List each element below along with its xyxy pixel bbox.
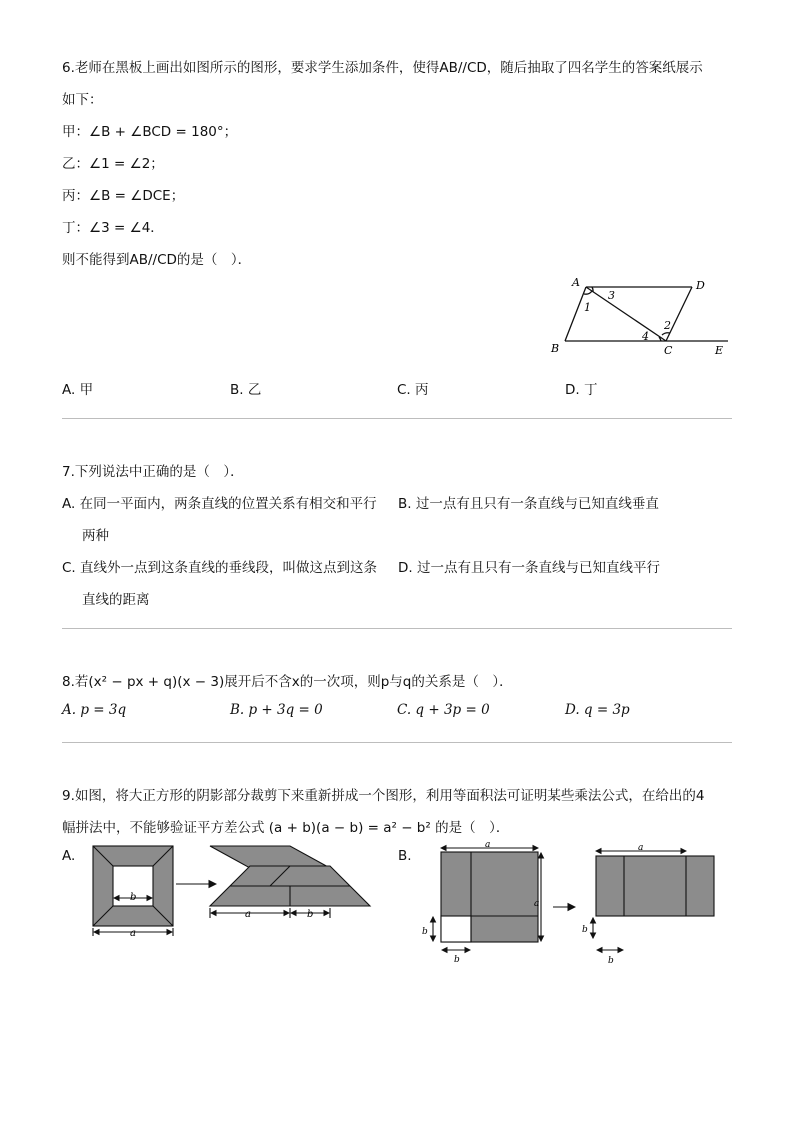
q9-option-b-label[interactable]: B. [398, 848, 412, 864]
label-angle-1: 1 [584, 301, 591, 314]
q8-option-a[interactable]: A. p = 3q [62, 702, 127, 718]
q6-question: 则不能得到AB//CD的是（ ）． [62, 252, 252, 268]
divider [62, 742, 732, 743]
fig-b-label-a-top: a [485, 840, 491, 850]
q8-option-b[interactable]: B. p + 3q = 0 [230, 702, 323, 718]
fig-b-label-b-side: b [422, 927, 428, 937]
label-e: E [715, 344, 724, 357]
q6-option-c[interactable]: C. 丙 [397, 382, 429, 398]
label-c: C [664, 344, 673, 357]
label-b: B [551, 342, 560, 355]
q6-stem-line1: 6.老师在黑板上画出如图所示的图形，要求学生添加条件，使得AB//CD，随后抽取了四名学生的答案纸展示 [62, 60, 703, 76]
q7-option-a[interactable]: A. 在同一平面内，两条直线的位置关系有相交和平行 [62, 496, 377, 512]
label-angle-3: 3 [608, 289, 615, 302]
q8-option-c[interactable]: C. q + 3p = 0 [397, 702, 490, 718]
q8-stem: 8.若(x² − px + q)(x − 3)展开后不含x的一次项，则p与q的关系是（ ）． [62, 674, 513, 690]
fig-a-label-a: a [130, 928, 136, 939]
fig-b-label-b-right-bottom: b [608, 956, 614, 966]
label-angle-2: 2 [664, 319, 671, 332]
angle-1-arc [584, 291, 592, 294]
q8-option-d[interactable]: D. q = 3p [565, 702, 630, 718]
q6-option-d[interactable]: D. 丁 [565, 382, 598, 398]
q6-condition-bing: 丙：∠B = ∠DCE； [62, 188, 185, 204]
q7-option-c[interactable]: C. 直线外一点到这条直线的垂线段，叫做这点到这条 [62, 560, 378, 576]
q6-stem-line2: 如下： [62, 92, 103, 108]
q9-option-a-label[interactable]: A. [62, 848, 76, 864]
label-a: A [572, 276, 580, 289]
label-d: D [696, 279, 705, 292]
q6-option-b[interactable]: B. 乙 [230, 382, 262, 398]
fig-a-label-b: b [130, 892, 137, 903]
q7-option-c-cont[interactable]: 直线的距离 [82, 592, 150, 608]
q6-parallelogram-figure [540, 272, 740, 362]
fig-b-label-b-right: b [582, 925, 588, 935]
q7-option-b[interactable]: B. 过一点有且只有一条直线与已知直线垂直 [398, 496, 659, 512]
q9-figure-b [418, 838, 722, 968]
q6-condition-yi: 乙：∠1 = ∠2； [62, 156, 164, 172]
fig-b-label-b-bottom: b [454, 955, 460, 965]
q9-stem-line1: 9.如图，将大正方形的阴影部分裁剪下来重新拼成一个图形，利用等面积法可证明某些乘法公式，在给出的4 [62, 788, 705, 804]
q7-option-a-cont[interactable]: 两种 [82, 528, 109, 544]
q6-condition-jia: 甲：∠B + ∠BCD = 180°； [62, 124, 238, 140]
q9-figure-a [88, 842, 378, 942]
fig-a-label-b2: b [307, 909, 314, 920]
label-angle-4: 4 [642, 330, 649, 343]
fig-a-label-a2: a [245, 909, 251, 920]
q7-option-d[interactable]: D. 过一点有且只有一条直线与已知直线平行 [398, 560, 660, 576]
divider [62, 628, 732, 629]
fig-b-label-a-right: a [638, 843, 644, 853]
line-ac [586, 287, 666, 341]
divider [62, 418, 732, 419]
line-ab [565, 287, 586, 341]
q6-option-a[interactable]: A. 甲 [62, 382, 94, 398]
fig-b-label-a-side: a [534, 899, 540, 909]
q7-stem: 7.下列说法中正确的是（ ）． [62, 464, 244, 480]
q9-stem-line2: 幅拼法中，不能够验证平方差公式 (a + b)(a − b) = a² − b² 的是（ ）． [62, 820, 510, 836]
q6-condition-ding: 丁：∠3 = ∠4． [62, 220, 164, 236]
